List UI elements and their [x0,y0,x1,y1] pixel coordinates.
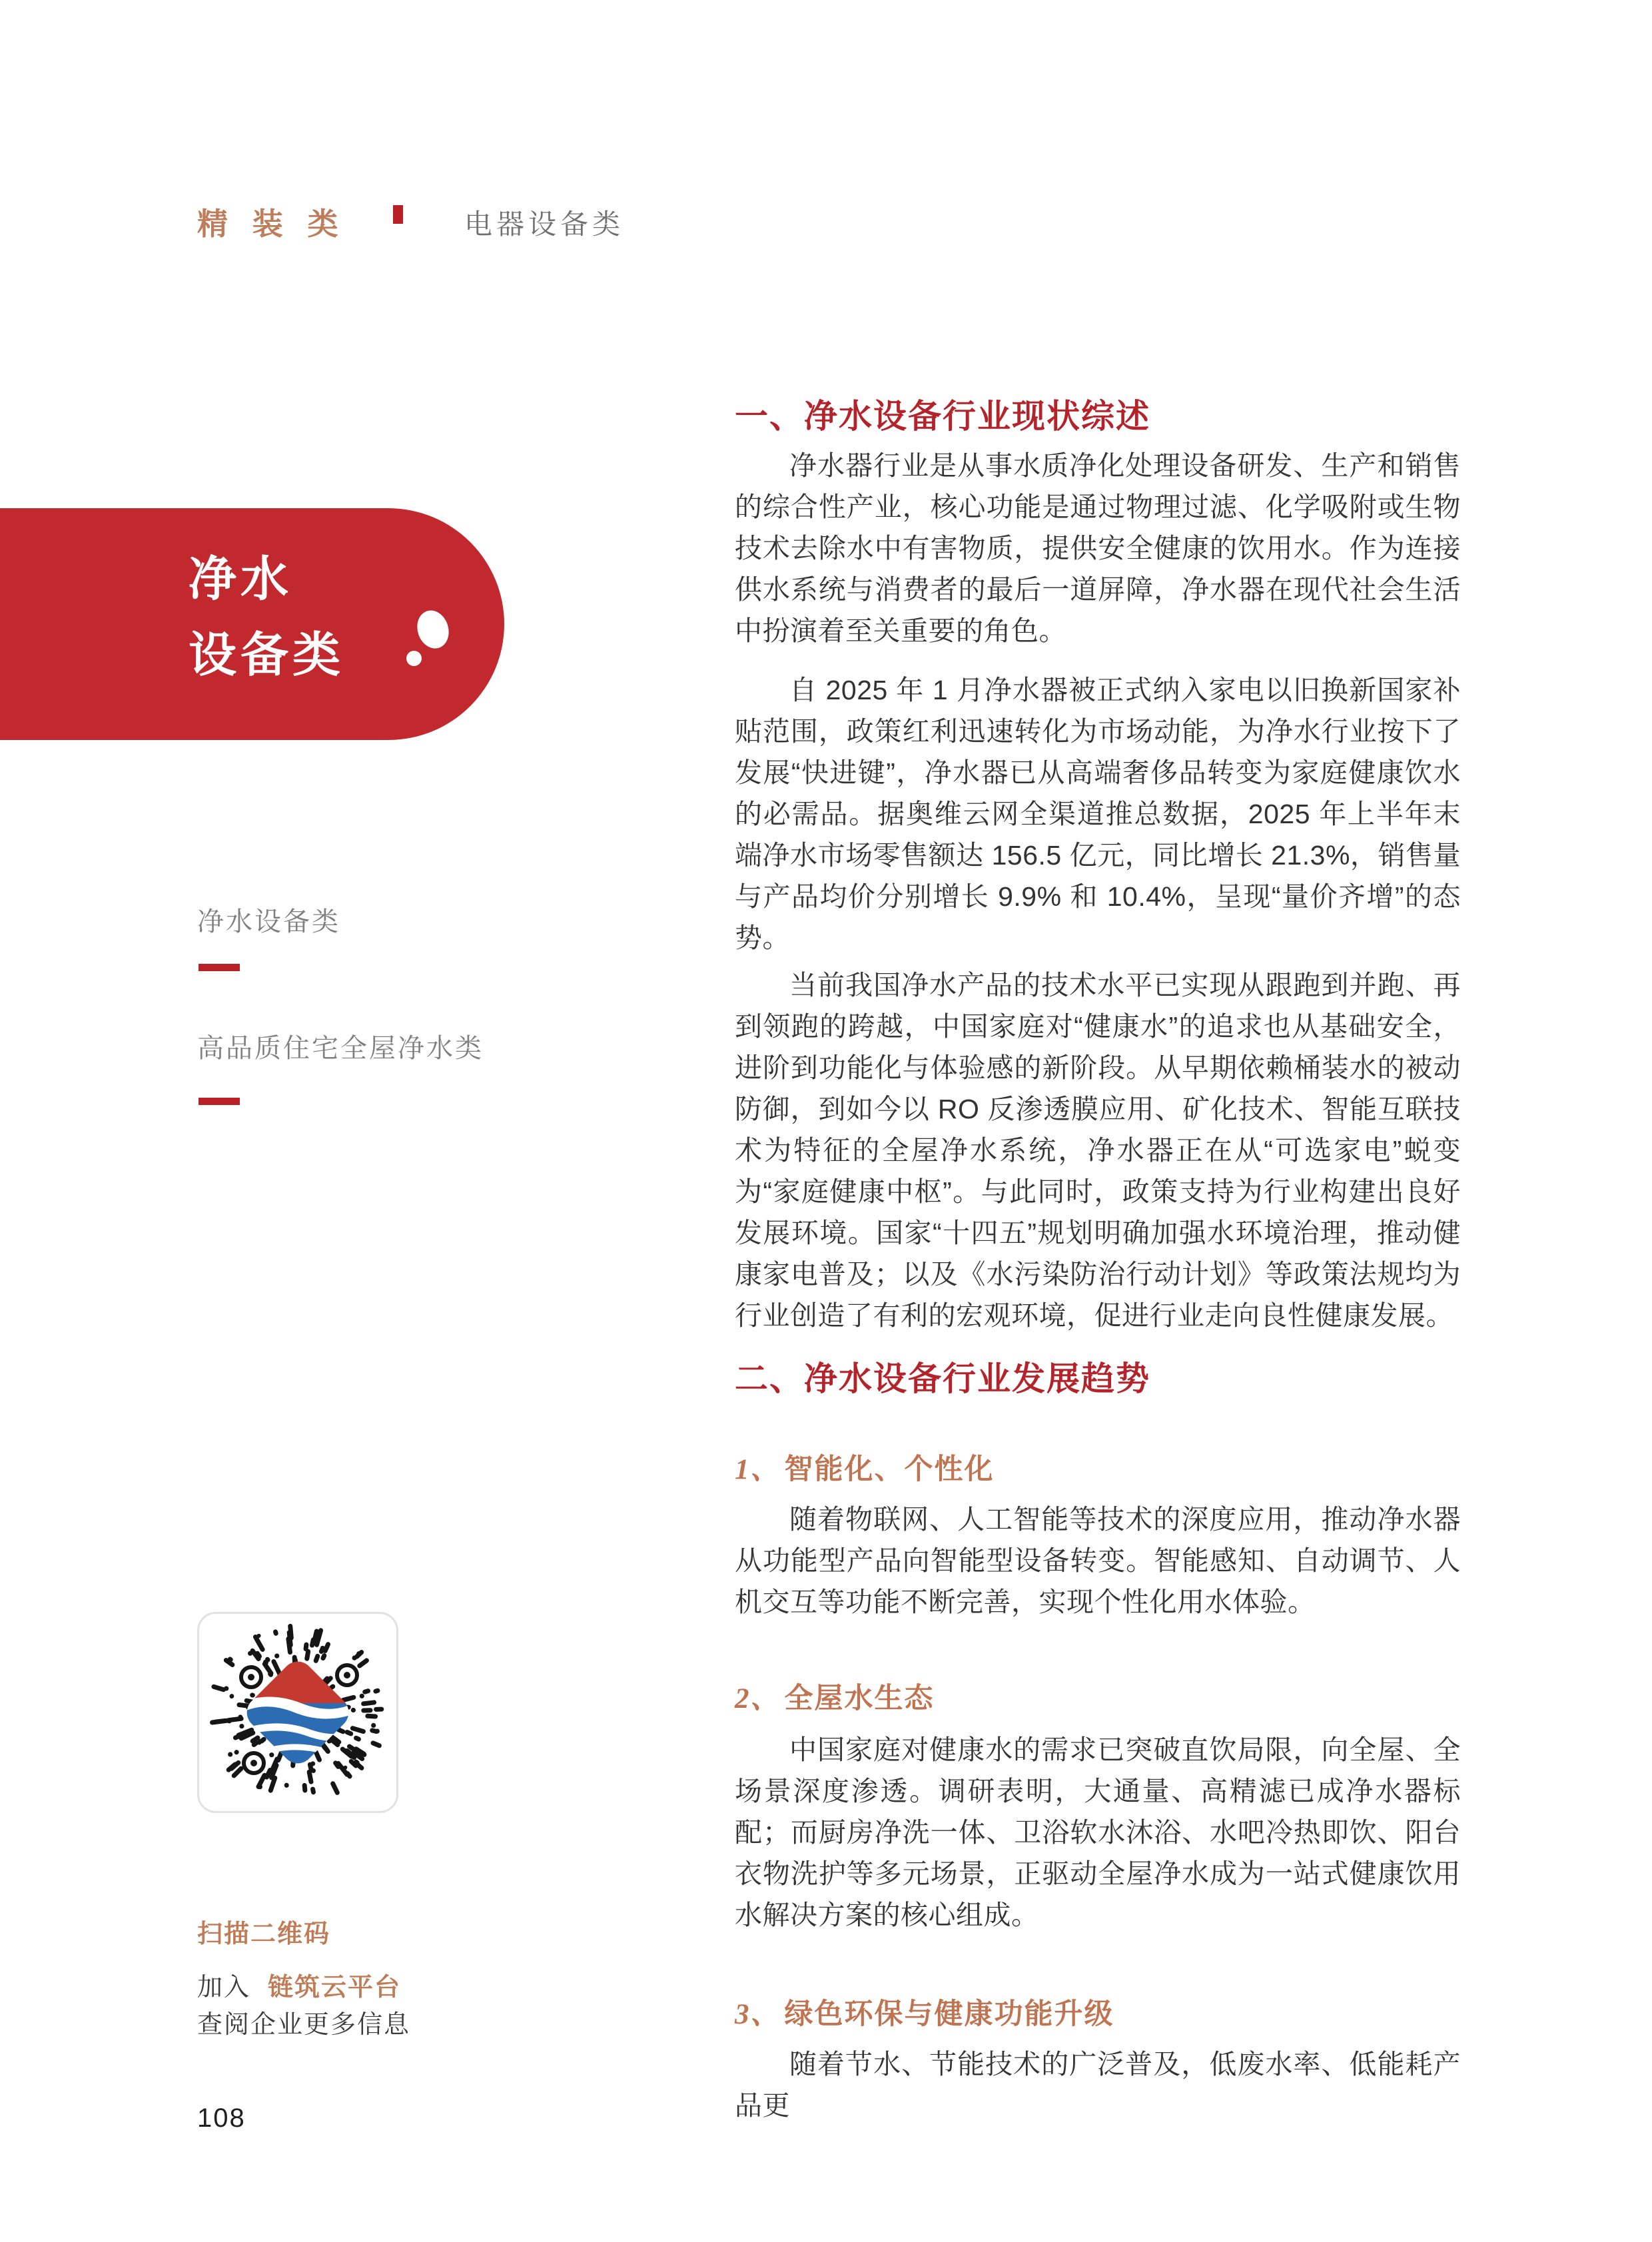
paragraph: 中国家庭对健康水的需求已突破直饮局限，向全屋、全场景深度渗透。调研表明，大通量、高精滤已成净水器标配；而厨房净洗一体、卫浴软水沐浴、水吧冷热即饮、阳台衣物洗护等多元场景，正驱动全屋净水成为一站式健康饮用水解决方案的核心组成。 [735,1734,1461,1930]
page-number: 108 [197,2103,246,2133]
header-category: 精 装 类 [197,206,346,241]
subsection-1-title: 智能化、个性化 [784,1453,995,1485]
subsection-3-title: 绿色环保与健康功能升级 [784,1998,1114,2030]
subsection-1-number: 1、 [735,1454,781,1485]
chapter-banner [0,508,504,740]
section-2-title: 二、净水设备行业发展趋势 [735,1360,1150,1397]
qr-code [197,1612,398,1813]
paragraph: 自 2025 年 1 月净水器被正式纳入家电以旧换新国家补贴范围，政策红利迅速转化为市场动能，为净水行业按下了发展“快进键”，净水器已从高端奢侈品转变为家庭健康饮水的必需品。据奥维云网全渠道推总数据，2025 年上半年末端净水市场零售额达 156.5 亿元，同比增长 21.3%，销售量与产品均价分别增长 9.9% 和 10.4%，呈现“量价齐增”的态势。 [735,675,1461,953]
qr-code-graphic [198,1613,398,1812]
join-text: 加入 [197,1974,251,2002]
subsection-3-number: 3、 [735,1999,781,2030]
decor-dot-icon [412,606,454,652]
qr-info-line: 查阅企业更多信息 [197,2011,411,2039]
subsection-3-heading [735,1992,1461,2032]
platform-name: 链筑云平台 [268,1974,402,2002]
paragraph: 净水器行业是从事水质净化处理设备研发、生产和销售的综合性产业，核心功能是通过物理过滤、化学吸附或生物技术去除水中有害物质，提供安全健康的饮用水。作为连接供水系统与消费者的最后一道屏障，净水器在现代社会生活中扮演着至关重要的角色。 [735,450,1461,646]
sidebar-divider [199,964,240,971]
paragraph: 随着节水、节能技术的广泛普及，低废水率、低能耗产品更 [735,2049,1461,2121]
section-1-title: 一、净水设备行业现状综述 [735,398,1150,435]
chapter-title-line1: 净水 [189,553,293,606]
subsection-2-number: 2、 [735,1683,781,1714]
sidebar-item-whole-house: 高品质住宅全屋净水类 [197,1034,484,1063]
header-section: 电器设备类 [464,208,625,240]
subsection-2-heading [735,1676,1461,1716]
qr-join-line [197,1966,401,2003]
red-square-icon [393,205,403,224]
decor-dot-icon [406,651,422,666]
paragraph: 随着物联网、人工智能等技术的深度应用，推动净水器从功能型产品向智能型设备转变。智能感知、自动调节、人机交互等功能不断完善，实现个性化用水体验。 [735,1504,1461,1617]
chapter-title [189,542,344,693]
subsection-2-title: 全屋水生态 [784,1682,935,1714]
subsection-1-heading [735,1447,1461,1487]
sidebar-item-water-purifier: 净水设备类 [197,907,340,936]
chapter-title-line2: 设备类 [189,629,345,682]
qr-scan-caption: 扫描二维码 [197,1920,331,1948]
sidebar-divider [199,1098,240,1105]
paragraph: 当前我国净水产品的技术水平已实现从跟跑到并跑、再到领跑的跨越，中国家庭对“健康水”的追求也从基础安全，进阶到功能化与体验感的新阶段。从早期依赖桶装水的被动防御，到如今以 RO 反渗透膜应用、矿化技术、智能互联技术为特征的全屋净水系统，净水器正在从“可选家电”蜕变为“家庭健康中枢”。与此同时，政策支持为行业构建出良好发展环境。国家“十四五”规划明确加强水环境治理，推动健康家电普及；以及《水污染防治行动计划》等政策法规均为行业创造了有利的宏观环境，促进行业走向良性健康发展。 [735,970,1461,1331]
